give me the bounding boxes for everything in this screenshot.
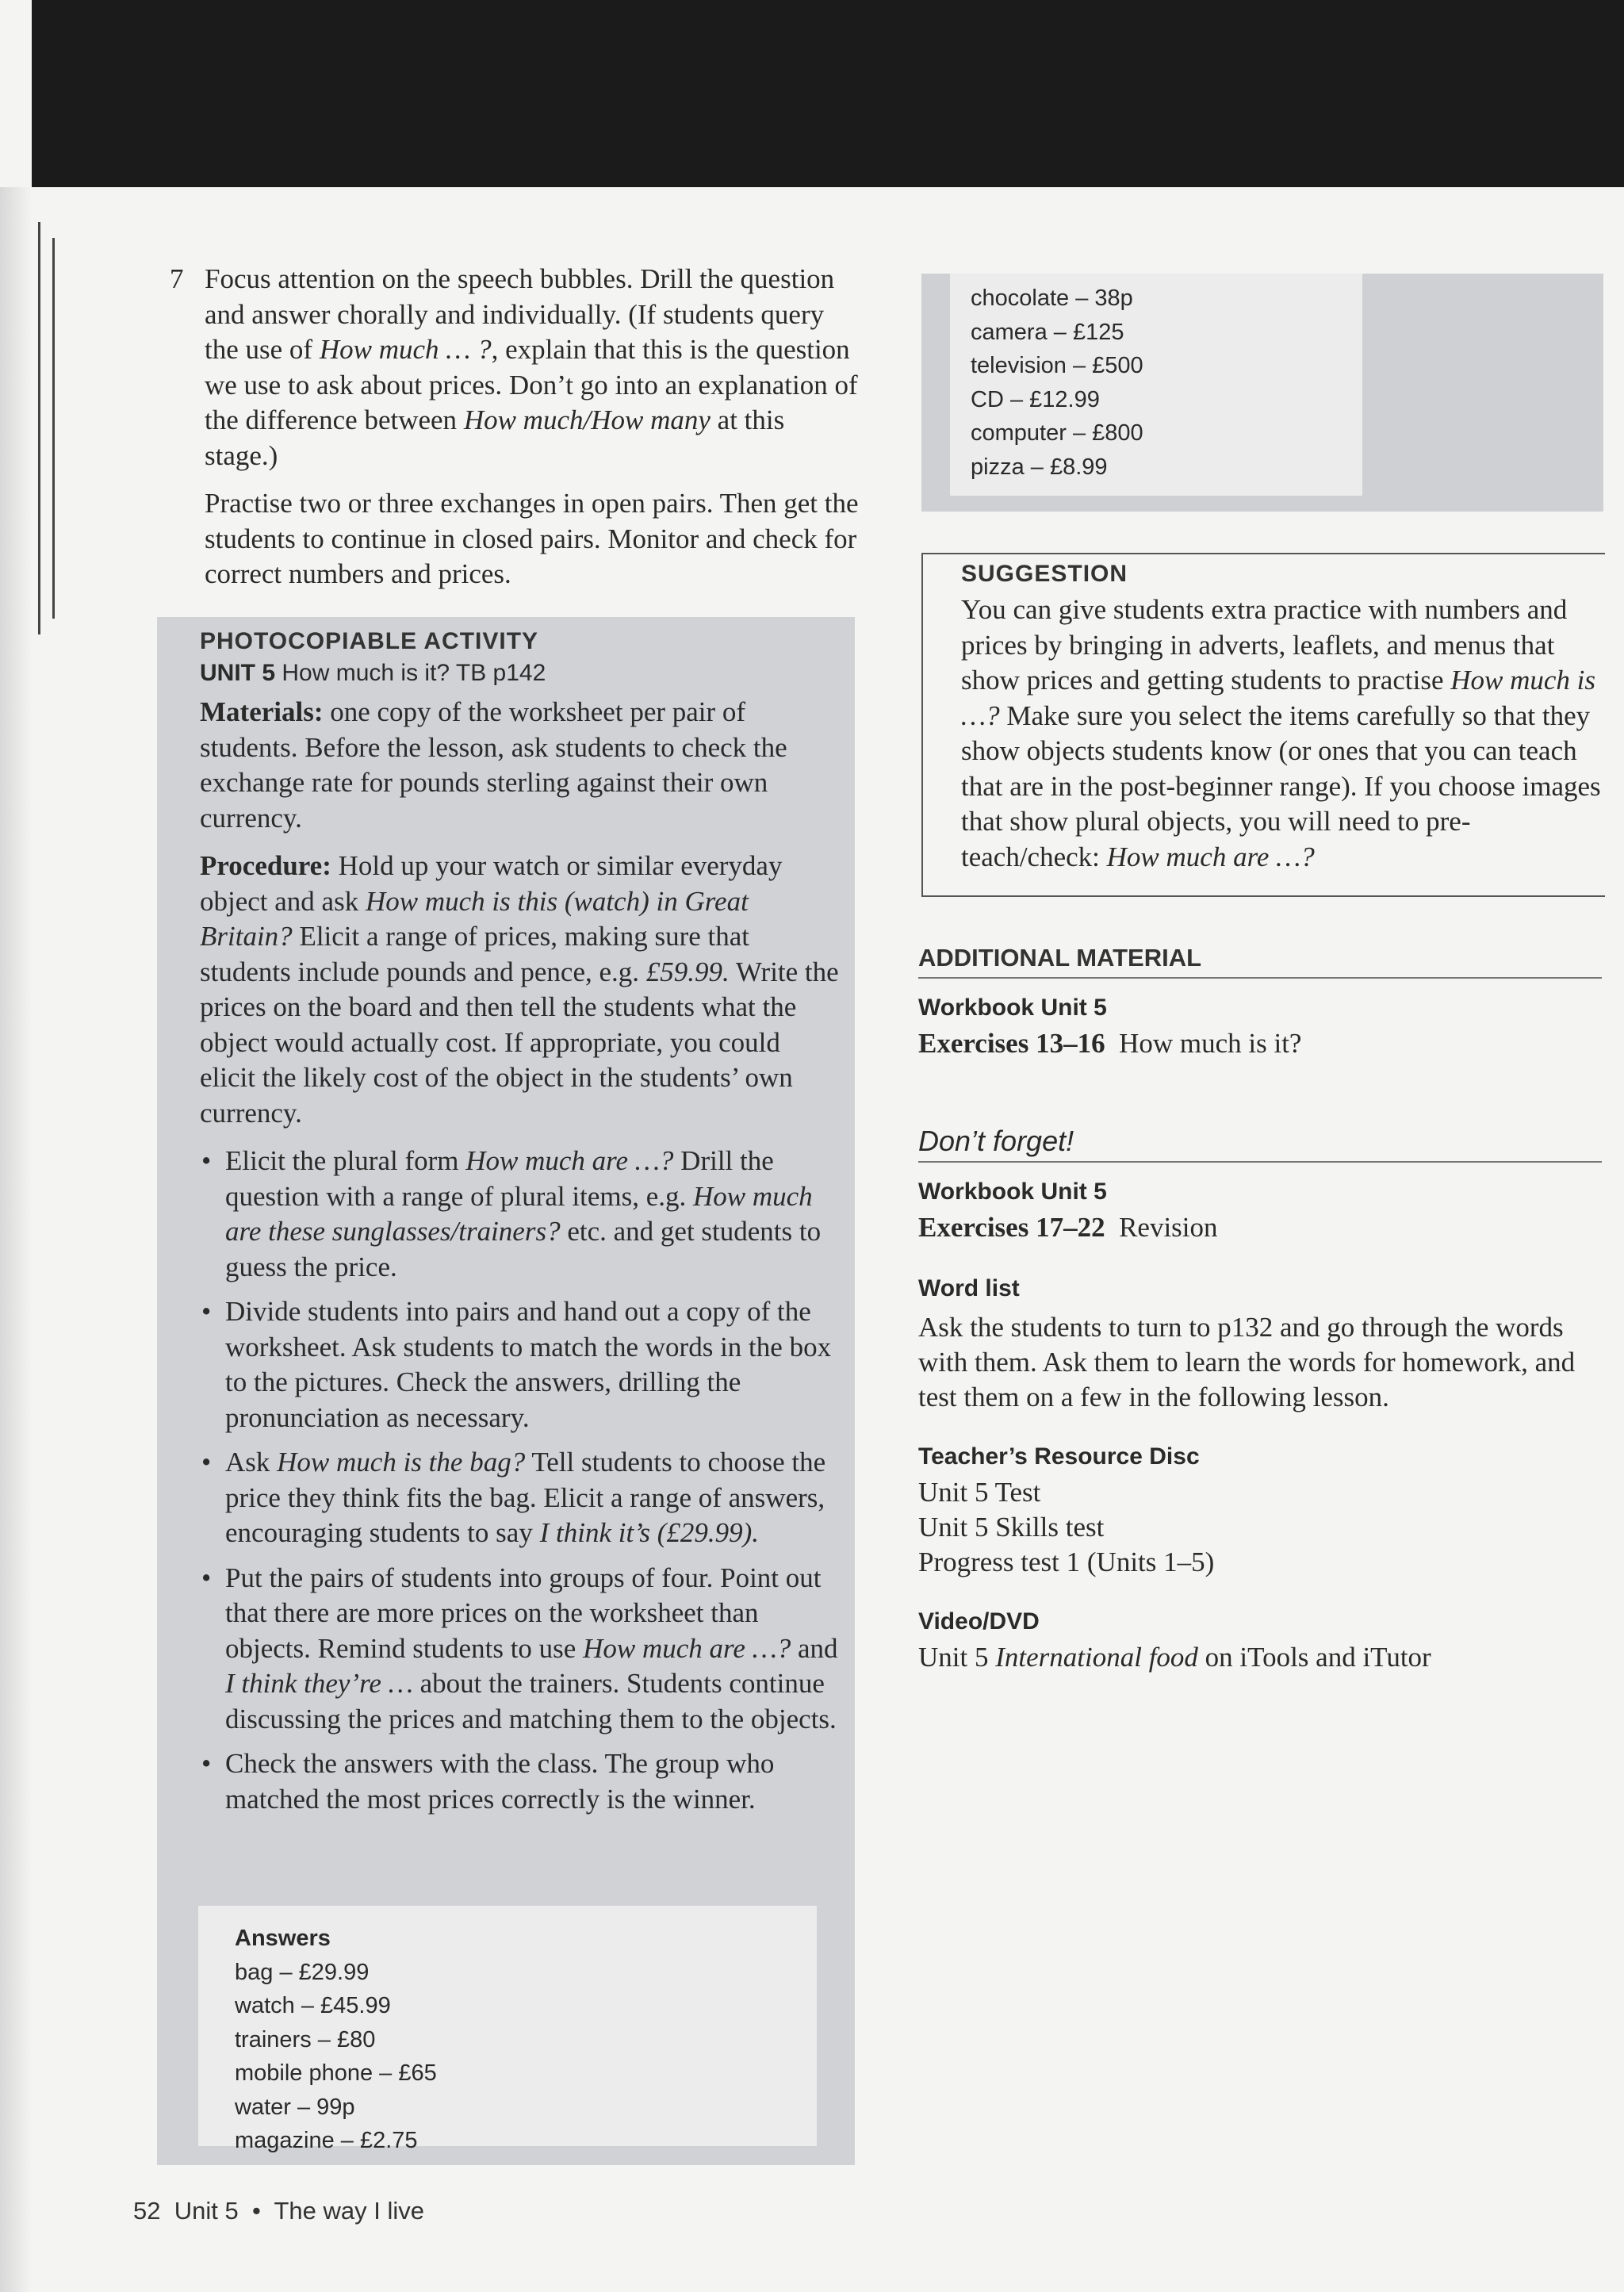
step-7-section [170,262,860,605]
answer-item: watch – £45.99 [235,1993,391,2018]
dont-forget-section [918,1125,1602,1675]
footer-separator: • [251,2197,261,2225]
spine-line [52,238,55,619]
procedure-label: Procedure: [200,850,331,881]
materials-paragraph [200,695,842,836]
scan-edge [0,0,32,187]
video-heading: Video/DVD [918,1608,1040,1635]
unit-label: UNIT 5 [200,660,276,686]
step-7-practice-paragraph: Practise two or three exchanges in open pairs. Then get the students to continue in closed pairs. Monitor and check for correct numbers and prices. [205,488,859,589]
price-item: pizza – £8.99 [971,454,1108,480]
suggestion-text: You can give students extra practice with numbers and prices by bringing in adverts, leaflets, and menus that show prices and getting students to practise How much is …? Make sure you select the items carefully so that they show objects students know (or ones that you can teach that are in the post-beginner range). If you choose images that show plural objects, you will need to pre-teach/check: How much are …? [961,594,1601,872]
answer-item: water – 99p [235,2094,355,2120]
procedure-text: Elicit a range of prices, making sure that students include pounds and pence, e.g. [200,921,750,987]
list-item: • Elicit the plural form How much are …? Drill the question with a range of plural items, e.g. How much are these sunglasses/trainers? etc. and get students to guess the price. [200,1144,842,1285]
resource-item: Unit 5 Skills test [918,1512,1105,1543]
step-7-italic: How much … ? [319,334,492,365]
video-line: Unit 5 International food on iTools and iTutor [918,1642,1431,1673]
price-item: camera – £125 [971,319,1124,345]
page-number: 52 [133,2197,161,2225]
photocopiable-activity-box [157,617,855,2165]
unit-reference [200,660,842,687]
price-item: chocolate – 38p [971,286,1133,311]
price-item: television – £500 [971,353,1143,378]
additional-material-heading: ADDITIONAL MATERIAL [918,944,1202,972]
scan-top-band [0,0,1624,187]
answer-item: magazine – £2.75 [235,2128,418,2153]
step-7-paragraph [170,262,860,473]
step-7-italic: How much/How many [463,404,710,435]
procedure-italic: How much is this (watch) in Great Britain? [200,885,749,952]
word-list-heading: Word list [918,1275,1020,1301]
step-number: 7 [170,263,184,294]
materials-label: Materials: [200,696,324,727]
footer-unit: Unit 5 [174,2197,239,2225]
answer-item: trainers – £80 [235,2026,376,2052]
suggestion-heading: SUGGESTION [961,561,1128,587]
step-7-text: , explain that this is the question we use to ask about prices. Don’t go into an explanation of the difference between [205,334,858,435]
additional-material-section [918,944,1602,1061]
word-list-text: Ask the students to turn to p132 and go through the words with them. Ask them to learn the words for homework, and test them on a few in the following lesson. [918,1312,1576,1412]
procedure-text: Hold up your watch or similar everyday object and ask [200,850,783,917]
exercises-line: Exercises 17–22 Revision [918,1212,1218,1243]
procedure-italic: £59.99. [645,956,730,987]
unit-page-ref: TB p142 [455,660,546,686]
list-item: • Ask How much is the bag? Tell students to choose the price they think fits the bag. Elicit a range of answers, encouraging students to say I think it’s (£29.99). [200,1445,842,1551]
unit-title: How much is it? [282,660,450,686]
step-7-text: Focus attention on the speech bubbles. Drill the question and answer chorally and individually. (If students query the use of [205,263,835,365]
price-item: CD – £12.99 [971,386,1100,412]
answer-item: bag – £29.99 [235,1959,370,1985]
procedure-text: Write the prices on the board and then tell the students what the object would actually cost. If appropriate, you could elicit the likely cost of the object in the students’ own currency. [200,956,839,1129]
list-item: • Put the pairs of students into groups of four. Point out that there are more prices on the worksheet than objects. Remind students to use How much are …? and I think they’re … about the trainers. Students continue discussing the prices and matching them to the objects. [200,1561,842,1738]
procedure-bullets [200,1144,842,1817]
workbook-heading: Workbook Unit 5 [918,1179,1107,1205]
page-spine [0,187,32,2292]
step-7-text: at this stage.) [205,404,785,471]
exercises-line: Exercises 13–16 How much is it? [918,1028,1302,1059]
resource-item: Unit 5 Test [918,1477,1041,1508]
footer-title: The way I live [274,2197,424,2225]
photocopiable-heading: PHOTOCOPIABLE ACTIVITY [200,628,539,654]
list-item: • Divide students into pairs and hand out a copy of the worksheet. Ask students to match the words in the box to the pictures. Check the answers, drilling the pronunciation as necessary. [200,1294,842,1435]
answer-item: mobile phone – £65 [235,2060,437,2086]
answers-title: Answers [235,1926,331,1951]
materials-text: one copy of the worksheet per pair of students. Before the lesson, ask students to check the exchange rate for pounds sterling against their own currency. [200,696,787,834]
list-item: • Check the answers with the class. The group who matched the most prices correctly is the winner. [200,1746,842,1817]
price-list-box [921,274,1603,512]
dont-forget-heading: Don’t forget! [918,1125,1074,1157]
resource-item: Progress test 1 (Units 1–5) [918,1547,1215,1577]
answers-box [198,1906,817,2153]
procedure-paragraph [200,849,842,1131]
workbook-heading: Workbook Unit 5 [918,995,1107,1021]
suggestion-box [921,553,1605,897]
page-footer [133,2197,424,2225]
spine-line [38,222,40,634]
teachers-resource-heading: Teacher’s Resource Disc [918,1443,1200,1470]
price-item: computer – £800 [971,420,1143,446]
